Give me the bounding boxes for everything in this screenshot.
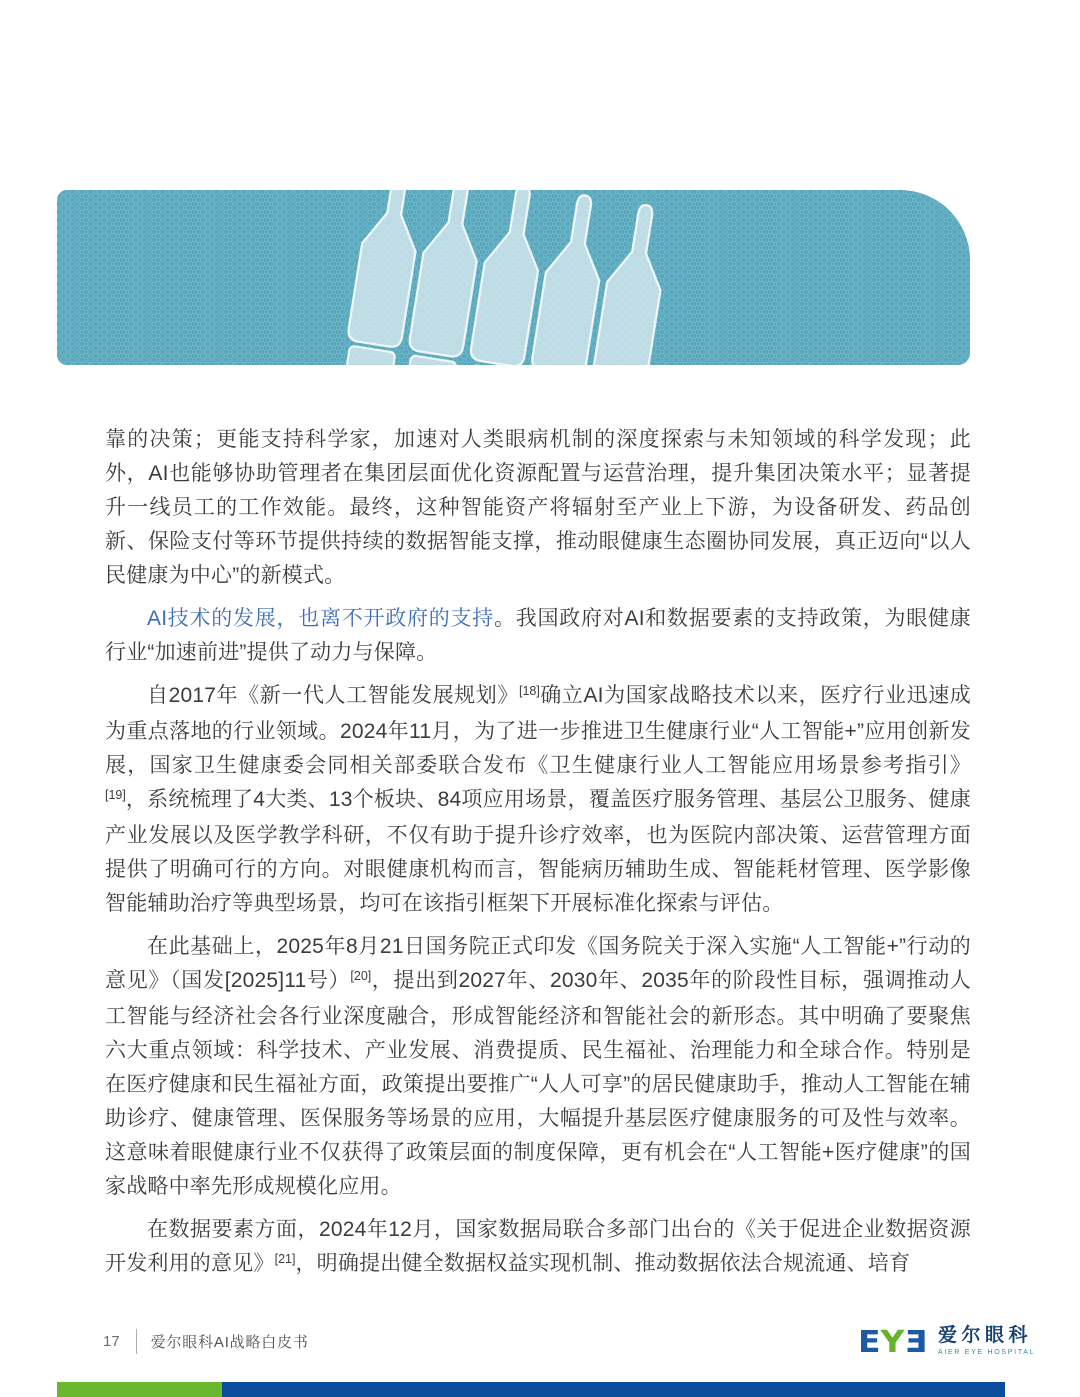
eye-logo-mark <box>858 1325 927 1358</box>
logo-name-chinese: 爱尔眼科 <box>938 1324 1033 1346</box>
logo-name-english: AIER EYE HOSPITAL <box>938 1349 1036 1357</box>
logo-text-block <box>938 1326 1035 1357</box>
reference-marker: [21] <box>274 1252 296 1266</box>
logo-letter-reversed-e: Ǝ <box>904 1323 927 1359</box>
footer-document-title: 爱尔眼科AI战略白皮书 <box>150 1333 309 1351</box>
footer-divider <box>136 1329 137 1354</box>
text-segment: 确立AI为国家战略技术以来，医疗行业迅速成为重点落地的行业领域。2024年11月，为了进一步推进卫生健康行业“人工智能+”应用创新发展，国家卫生健康委会同相关部委联合发布《卫生健康行业人工智能应用场景参考指引》 <box>105 684 971 777</box>
paragraph <box>105 930 971 1204</box>
paragraph <box>105 602 971 670</box>
hero-image <box>57 190 970 365</box>
text-segment: ，系统梳理了4大类、13个板块、84项应用场景，覆盖医疗服务管理、基层公卫服务、健康产业发展以及医学教学科研，不仅有助于提升诊疗效率，也为医院内部决策、运营管理方面提供了明确可行的方向。对眼健康机构而言，智能病历辅助生成、智能耗材管理、医学影像智能辅助治疗等典型场景，均可在该指引框架下开展标准化探索与评估。 <box>105 788 971 915</box>
text-segment: 靠的决策；更能支持科学家，加速对人类眼病机制的深度探索与未知领域的科学发现；此外，AI也能够协助管理者在集团层面优化资源配置与运营治理，提升集团决策水平；显著提升一线员工的工作效能。最终，这种智能资产将辐射至产业上下游，为设备研发、药品创新、保险支付等环节提供持续的数据智能支撑，推动眼健康生态圈协同发展，真正迈向“以人民健康为中心”的新模式。 <box>105 428 971 587</box>
logo-letter-y: Y <box>880 1323 905 1359</box>
bottom-bar-blue-segment <box>222 1382 1005 1397</box>
text-segment: ，明确提出健全数据权益实现机制、推动数据依法合规流通、培育 <box>295 1252 911 1275</box>
reference-marker: [19] <box>105 788 126 802</box>
highlighted-text-segment: AI技术的发展，也离不开政府的支持 <box>147 607 495 630</box>
logo-letter-e: E <box>858 1323 881 1359</box>
aier-eye-logo <box>858 1320 1035 1362</box>
text-segment: 。我国政府对AI和数据要素的支持政策，为眼健康行业“加速前进”提供了动力与保障。 <box>105 607 971 664</box>
reference-marker: [20] <box>350 969 372 983</box>
body-text <box>105 423 971 1292</box>
ampoule-photo-illustration <box>57 190 970 365</box>
bottom-bar-green-segment <box>57 1382 222 1397</box>
text-segment: 在数据要素方面，2024年12月，国家数据局联合多部门出台的《关于促进企业数据资源开发利用的意见》 <box>105 1218 971 1275</box>
text-segment: ，提出到2027年、2030年、2035年的阶段性目标，强调推动人工智能与经济社会各行业深度融合，形成智能经济和智能社会的新形态。其中明确了要聚焦六大重点领域：科学技术、产业发展、消费提质、民生福祉、治理能力和全球合作。特别是在医疗健康和民生福祉方面，政策提出要推广“人人可享”的居民健康助手，推动人工智能在辅助诊疗、健康管理、医保服务等场景的应用，大幅提升基层医疗健康服务的可及性与效率。这意味着眼健康行业不仅获得了政策层面的制度保障，更有机会在“人工智能+医疗健康”的国家战略中率先形成规模化应用。 <box>105 969 971 1198</box>
text-segment: 自2017年《新一代人工智能发展规划》 <box>147 684 519 707</box>
reference-marker: [18] <box>519 684 540 698</box>
text-segment: 在此基础上，2025年8月21日国务院正式印发《国务院关于深入实施“人工智能+”行动的意见》（国发[2025]11号） <box>105 935 971 992</box>
footer <box>103 1326 309 1356</box>
paragraph <box>105 679 971 921</box>
paragraph <box>105 1213 971 1283</box>
page-number: 17 <box>103 1332 120 1350</box>
paragraph <box>105 423 971 593</box>
